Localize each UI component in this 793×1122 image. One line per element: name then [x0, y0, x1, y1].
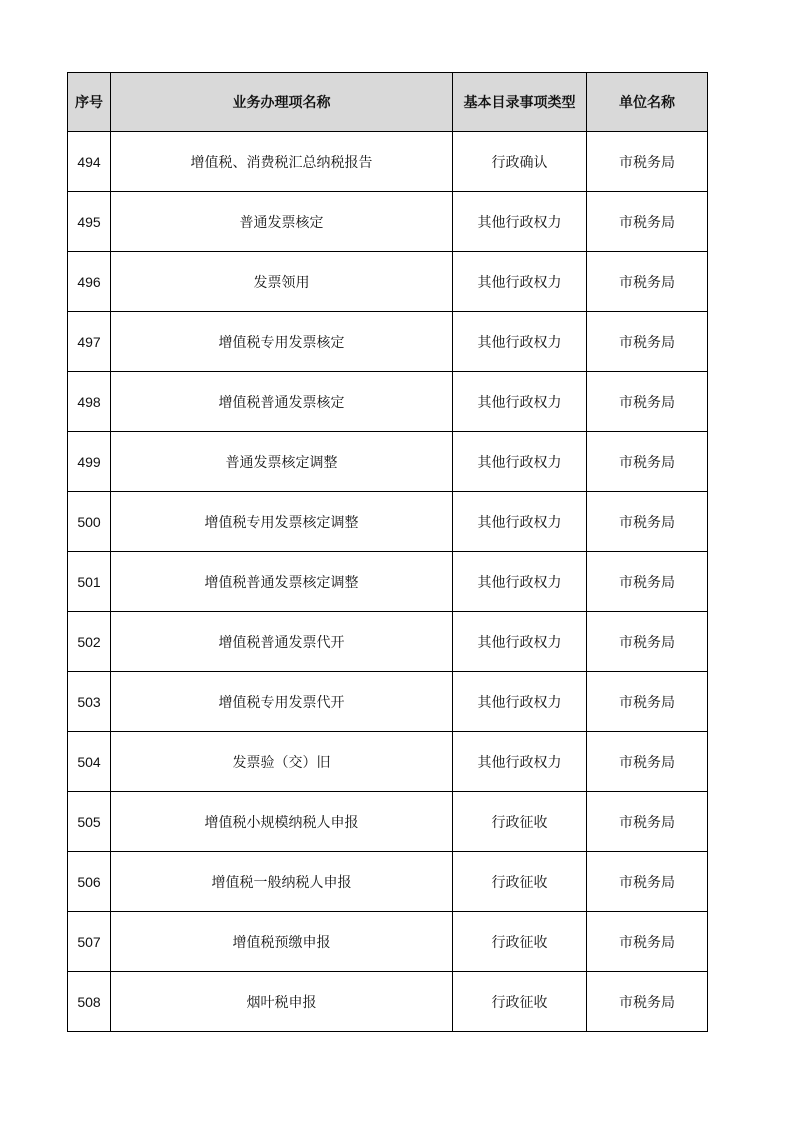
- cell-unit-name: 市税务局: [587, 252, 708, 312]
- header-item-name: 业务办理项名称: [111, 73, 453, 132]
- cell-serial-number: 507: [68, 912, 111, 972]
- cell-item-type: 其他行政权力: [453, 612, 587, 672]
- cell-serial-number: 500: [68, 492, 111, 552]
- cell-item-type: 行政征收: [453, 792, 587, 852]
- cell-item-type: 其他行政权力: [453, 432, 587, 492]
- cell-item-type: 行政征收: [453, 852, 587, 912]
- header-unit-name: 单位名称: [587, 73, 708, 132]
- cell-item-type: 行政确认: [453, 132, 587, 192]
- cell-item-name: 普通发票核定: [111, 192, 453, 252]
- table-row: [68, 312, 708, 372]
- table-body: [68, 132, 708, 1032]
- table-row: [68, 912, 708, 972]
- cell-item-type: 其他行政权力: [453, 672, 587, 732]
- cell-unit-name: 市税务局: [587, 432, 708, 492]
- cell-item-name: 增值税、消费税汇总纳税报告: [111, 132, 453, 192]
- table-row: [68, 792, 708, 852]
- cell-item-name: 增值税专用发票代开: [111, 672, 453, 732]
- table-header-row: [68, 73, 708, 132]
- cell-serial-number: 504: [68, 732, 111, 792]
- cell-serial-number: 499: [68, 432, 111, 492]
- cell-unit-name: 市税务局: [587, 792, 708, 852]
- cell-item-name: 增值税小规模纳税人申报: [111, 792, 453, 852]
- cell-item-type: 其他行政权力: [453, 492, 587, 552]
- cell-item-type: 其他行政权力: [453, 252, 587, 312]
- cell-item-name: 增值税普通发票核定: [111, 372, 453, 432]
- cell-serial-number: 508: [68, 972, 111, 1032]
- cell-item-type: 其他行政权力: [453, 732, 587, 792]
- table-row: [68, 852, 708, 912]
- cell-unit-name: 市税务局: [587, 492, 708, 552]
- table-row: [68, 132, 708, 192]
- cell-serial-number: 494: [68, 132, 111, 192]
- cell-serial-number: 498: [68, 372, 111, 432]
- cell-unit-name: 市税务局: [587, 372, 708, 432]
- cell-serial-number: 502: [68, 612, 111, 672]
- cell-unit-name: 市税务局: [587, 312, 708, 372]
- cell-serial-number: 497: [68, 312, 111, 372]
- cell-item-type: 其他行政权力: [453, 372, 587, 432]
- business-items-table: [67, 72, 708, 1032]
- cell-item-name: 增值税普通发票代开: [111, 612, 453, 672]
- cell-serial-number: 495: [68, 192, 111, 252]
- table-row: [68, 432, 708, 492]
- table-row: [68, 732, 708, 792]
- cell-serial-number: 506: [68, 852, 111, 912]
- table-row: [68, 252, 708, 312]
- table-row: [68, 492, 708, 552]
- table-row: [68, 192, 708, 252]
- cell-unit-name: 市税务局: [587, 852, 708, 912]
- table-row: [68, 612, 708, 672]
- cell-item-name: 增值税专用发票核定调整: [111, 492, 453, 552]
- cell-item-name: 烟叶税申报: [111, 972, 453, 1032]
- table-row: [68, 372, 708, 432]
- cell-item-type: 其他行政权力: [453, 312, 587, 372]
- cell-unit-name: 市税务局: [587, 972, 708, 1032]
- cell-item-type: 行政征收: [453, 912, 587, 972]
- cell-item-name: 发票验（交）旧: [111, 732, 453, 792]
- cell-item-name: 发票领用: [111, 252, 453, 312]
- cell-item-type: 其他行政权力: [453, 552, 587, 612]
- cell-serial-number: 496: [68, 252, 111, 312]
- cell-unit-name: 市税务局: [587, 552, 708, 612]
- cell-serial-number: 501: [68, 552, 111, 612]
- cell-unit-name: 市税务局: [587, 192, 708, 252]
- header-serial-number: 序号: [68, 73, 111, 132]
- cell-serial-number: 503: [68, 672, 111, 732]
- cell-item-type: 行政征收: [453, 972, 587, 1032]
- cell-item-name: 增值税专用发票核定: [111, 312, 453, 372]
- cell-serial-number: 505: [68, 792, 111, 852]
- cell-item-name: 增值税普通发票核定调整: [111, 552, 453, 612]
- cell-unit-name: 市税务局: [587, 732, 708, 792]
- table-row: [68, 672, 708, 732]
- cell-item-name: 增值税一般纳税人申报: [111, 852, 453, 912]
- cell-unit-name: 市税务局: [587, 612, 708, 672]
- cell-item-name: 增值税预缴申报: [111, 912, 453, 972]
- cell-unit-name: 市税务局: [587, 912, 708, 972]
- cell-item-type: 其他行政权力: [453, 192, 587, 252]
- table-row: [68, 552, 708, 612]
- cell-item-name: 普通发票核定调整: [111, 432, 453, 492]
- cell-unit-name: 市税务局: [587, 672, 708, 732]
- cell-unit-name: 市税务局: [587, 132, 708, 192]
- header-item-type: 基本目录事项类型: [453, 73, 587, 132]
- table-row: [68, 972, 708, 1032]
